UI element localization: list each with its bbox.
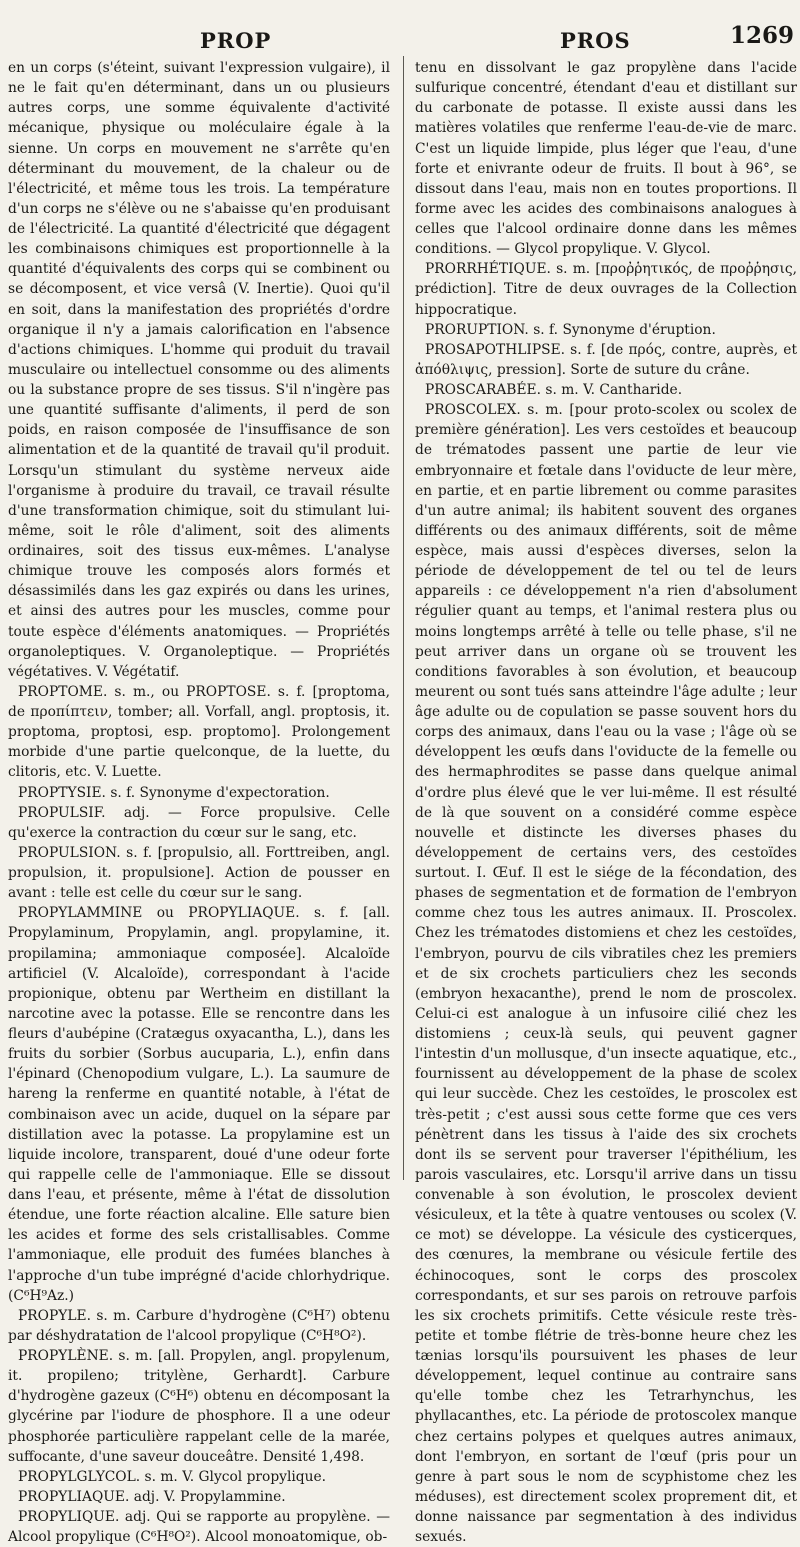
entry-proruption: PRORUPTION. s. f. Synonyme d'éruption. [425,321,716,338]
entry-text: tenu en dissolvant le gaz propylène dans l'acide sulfurique concentré, étendant d'eau et distillant sur du carbonate de potasse. Il existe aussi dans les matières volatiles que renferme l'eau-de-vie de marc. C'est un liquide limpide, plus léger que l'eau, d'une forte et enivrante odeur de fruits. Il bout à 96°, se dissout dans l'eau, mais non en toutes proportions. Il forme avec les acides des combinaisons analogues à celles que l'alcool ordinaire donne dans les mêmes conditions. — Glycol propylique. V. Glycol. [415,60,797,258]
entry-propyliaque: PROPYLIAQUE. adj. V. Propylammine. [18,1488,286,1505]
entry-propylammine: PROPYLAMMINE ou PROPYLIAQUE. s. f. [all. Propylaminum, Propylamin, angl. propylamine, it. propilamina; ammoniaque composée]. Alcaloïde artificiel (V. Alcaloïde), correspondant à l'acide propionique, obtenu par Wertheim en distillant la narcotine avec la potasse. Elle se rencontre dans les fleurs d'aubépine (Cratægus oxyacantha, L.), dans les fruits du sorbier (Sorbus aucuparia, L.), enfin dans l'épinard (Chenopodium vulgare, L.). La saumure de hareng la renferme en quantité notable, à l'état de combinaison avec un acide, duquel on la sépare par distillation avec la potasse. La propylamine est un liquide incolore, transparent, doué d'une odeur forte qui rappelle celle de l'ammoniaque. Elle se dissout dans l'eau, et présente, même à l'état de dissolution étendue, une forte réaction alcaline. Elle sature bien les acides et forme des sels cristallisables. Comme l'ammoniaque, elle produit des fumées blanches à l'approche d'un tube imprégné d'acide chlorhydrique. (C⁶H⁹Az.) [8,905,390,1304]
entry-prosapothlipse: PROSAPOTHLIPSE. s. f. [de πρός, contre, auprès, et ἀπόθλιψις, pression]. Sorte de suture du crâne. [415,341,797,378]
entry-proscolex: PROSCOLEX. s. m. [pour proto-scolex ou scolex de première génération]. Les vers cestoïdes et beaucoup de trématodes passent une partie de leur vie embryonnaire et fœtale dans l'oviducte de leur mère, en partie, et en partie librement ou comme parasites d'un autre animal; ils habitent souvent des organes différents ou des animaux différents, soit de même espèce, mais aussi d'espèces diverses, selon la période de développement de tel ou tel de leurs appareils : ce développement n'a rien d'absolument régulier quant au temps, et l'animal restera plus ou moins longtemps arrêté à telle ou telle phase, s'il ne peut arriver dans un organe où se trouvent les conditions favorables à son évolution, et beaucoup meurent ou sont tués sans atteindre l'âge adulte ; leur âge adulte ou de copulation se passe souvent hors du corps des animaux, dans l'eau ou la vase ; l'âge où se développent les œufs dans l'oviducte de la femelle ou des hermaphrodites se passe dans quelque animal d'ordre plus élevé que le ver lui-même. Il est résulté de là que souvent on a considéré comme espèce nouvelle et distincte les diverses phases du développement de certains vers, des cestoïdes surtout. I. Œuf. Il est le siége de la fécondation, des phases de segmentation et de formation de l'embryon comme chez tous les autres animaux. II. Proscolex. Chez les trématodes distomiens et chez les cestoïdes, l'embryon, pourvu de cils vibratiles chez les premiers et de six crochets particuliers chez les seconds (embryon hexacanthe), prend le nom de proscolex. Celui-ci est analogue à un infusoire cilié chez les distomiens ; ceux-là seuls, qui peuvent gagner l'intestin d'un mollusque, d'un insecte aquatique, etc., fournissent au développement de la phase de scolex qui leur succède. Chez les cestoïdes, le proscolex est très-petit ; c'est aussi sous cette forme que ces vers pénètrent dans les tissus à l'aide des six crochets dont ils se servent pour traverser l'épithélium, les parois vasculaires, etc. Lorsqu'il arrive dans un tissu convenable à son évolution, le proscolex devient vésiculeux, et la tête à quatre ventouses ou scolex (V. ce mot) se développe. La vésicule des cysticerques, des cœnures, la membrane ou vésicule fertile des échinocoques, sont le corps des proscolex correspondants, et sur ses parois on retrouve parfois les six crochets primitifs. Cette vésicule reste très-petite et tombe flétrie de très-bonne heure chez les tænias lorsqu'ils poursuivent les phases de leur développement, lequel continue au contraire sans qu'elle tombe chez les Tetrarhynchus, les phyllacanthes, etc. La période de protoscolex manque chez certains polypes et quelques autres animaux, dont l'embryon, en sortant de l'œuf (pris pour un genre à part sous le nom de scyphistome chez les méduses), est directement scolex proprement dit, et donne naissance par segmentation à des individus sexués. [415,402,797,1546]
right-column [415,58,797,1547]
entry-propyle: PROPYLE. s. m. Carbure d'hydrogène (C⁶H⁷) obtenu par déshydratation de l'alcool propylique (C⁶H⁸O²). [8,1307,390,1344]
entry-propylglycol: PROPYLGLYCOL. s. m. V. Glycol propylique. [18,1468,327,1485]
entry-propylene: PROPYLÈNE. s. m. [all. Propylen, angl. propylenum, it. propileno; tritylène, Gerhardt]. Carbure d'hydrogène gazeux (C⁶H⁶) obtenu en décomposant la glycérine par l'iodure de phosphore. Il a une odeur phosphorée particulière rappelant celle de la marée, suffocante, d'une saveur douceâtre. Densité 1,498. [8,1348,390,1465]
entry-text: en un corps (s'éteint, suivant l'expression vulgaire), il ne le fait qu'en déterminant, dans un ou plusieurs autres corps, une somme équivalente d'activité mécanique, physique ou moléculaire égale à la sienne. Un corps en mouvement ne s'arrête qu'en déterminant du mouvement, de la chaleur ou de l'électricité, et même tous les trois. La température d'un corps ne s'élève ou ne s'abaisse qu'en produisant de l'électricité. La quantité d'électricité que dégagent les combinaisons chimiques est proportionnelle à la quantité d'équivalents des corps qui se combinent ou se décomposent, et vice versâ (V. Inertie). Quoi qu'il en soit, dans la manifestation des propriétés d'ordre organique il n'y a jamais calorification en l'absence d'actions chimiques. L'homme qui produit du travail musculaire ou intellectuel consomme ou des aliments ou la substance propre de ses tissus. S'il n'ingère pas une quantité suffisante d'aliments, il perd de son poids, en raison composée de l'insuffisance de son alimentation et de la quantité de travail qu'il produit. Lorsqu'un stimulant du système nerveux aide l'organisme à produire du travail, ce travail résulte d'une transformation chimique, soit du stimulant lui-même, soit le rôle d'aliment, soit des aliments ordinaires, soit des tissus eux-mêmes. L'analyse chimique trouve les composés alors formés et désassimilés dans les gaz expirés ou dans les urines, et ainsi des autres pour les muscles, comme pour toute espèce d'éléments anatomiques. — Propriétés organoleptiques. V. Organoleptique. — Propriétés végétatives. V. Végétatif. [8,60,390,680]
running-head-right: PROS [560,28,631,53]
page-number: 1269 [730,22,795,49]
entry-propulsif: PROPULSIF. adj. — Force propulsive. Celle qu'exerce la contraction du cœur sur le sang, etc. [8,804,390,841]
entry-propylique: PROPYLIQUE. adj. Qui se rapporte au propylène. — Alcool propylique (C⁶H⁸O²). Alcool monoatomique, ob- [8,1509,390,1546]
column-divider [403,56,404,1180]
entry-proptysie: PROPTYSIE. s. f. Synonyme d'expectoration. [18,784,330,801]
running-head-left: PROP [200,28,272,53]
left-column [8,58,390,1547]
entry-proptome: PROPTOME. s. m., ou PROPTOSE. s. f. [proptoma, de προπίπτειν, tomber; all. Vorfall, angl. proptosis, it. proptoma, proptosi, esp. proptomo]. Prolongement morbide d'une partie quelconque, de la luette, du clitoris, etc. V. Luette. [8,683,390,781]
entry-prorrhetique: PRORRHÉTIQUE. s. m. [προῤῥητικός, de προῤῥησις, prédiction]. Titre de deux ouvrages de la Collection hippocratique. [415,261,797,318]
entry-propulsion: PROPULSION. s. f. [propulsio, all. Forttreiben, angl. propulsion, it. propulsione]. Action de pousser en avant : telle est celle du cœur sur le sang. [8,844,390,902]
entry-proscarabee: PROSCARABÉE. s. m. V. Cantharide. [425,382,683,398]
